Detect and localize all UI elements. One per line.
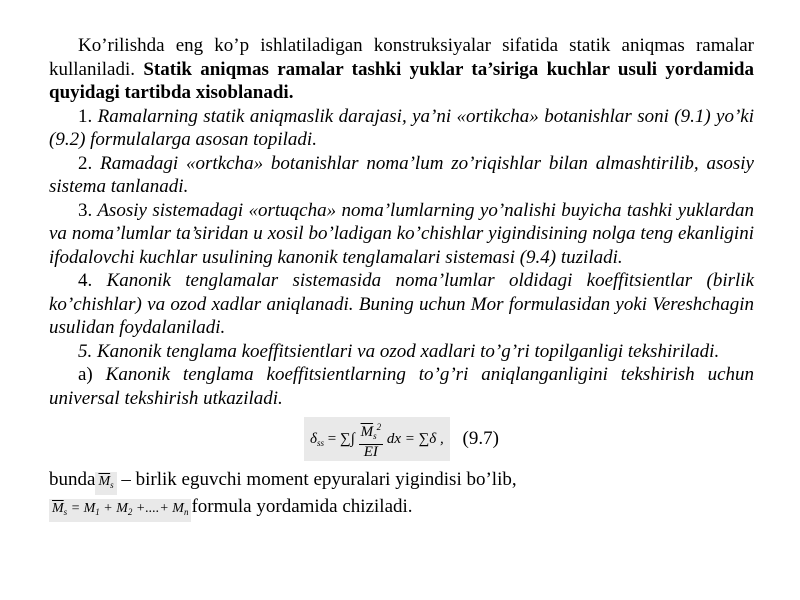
step-4-text: Kanonik tenglamalar sistemasida noma’lumlar oldidagi koeffitsientlar (birlik ko’chishlar) va ozod xadlar aniqlanadi. Buning uchun Mor formulasidan yoki Vereshchagin usulidan foydalaniladi. [49, 270, 755, 338]
closing-word: bunda [49, 469, 96, 490]
step-3 [49, 199, 754, 270]
formula-9-7 [304, 417, 450, 461]
step-5-text: Kanonik tenglama koeffitsientlari va ozod xadlari to’g’ri topilganligi tekshiriladi. [97, 340, 720, 362]
intro-text: Ko’rilishda eng ko’p ishlatiladigan konstruksiyalar sifatida statik aniqmas ramalar kullaniladi. [49, 35, 754, 80]
formula-row [49, 417, 754, 461]
step-4-number: 4. [78, 270, 93, 291]
intro-paragraph [49, 34, 754, 105]
sub-item-a-text: Kanonik tenglama koeffitsientlarning to’g’ri aniqlanganligini tekshirish uchun universal tekshirish utkaziladi. [49, 364, 754, 409]
sub-item-a [49, 363, 754, 410]
step-2-text: Ramadagi «ortkcha» botanishlar noma’lum zo’riqishlar bilan almashtirilib, asosiy sistema tanlanadi. [49, 152, 754, 197]
formula-sum-integral: = ∑∫ [327, 431, 355, 447]
step-4 [49, 269, 754, 340]
step-2-number: 2. [78, 152, 93, 174]
step-5 [49, 340, 754, 364]
step-1 [49, 105, 754, 152]
step-3-text: Asosiy sistemadagi «ortuqcha» noma’lumlarning yo’nalishi buyicha tashki yuklardan va noma’lumlar ta’siridan u xosil bo’ladigan ko’chishlar yigindisining nolga teng ekanligini ifodalovchi kuchlar usulining kanonik tenglamalari sistemasi (9.4) tuziladi. [49, 199, 754, 268]
closing-line-2 [49, 495, 754, 522]
step-1-number: 1. [78, 105, 93, 127]
closing-line-1 [49, 468, 754, 495]
step-1-text: Ramalarning statik aniqmaslik darajasi, ya’ni «ortikcha» botanishlar soni (9.1) yo’ki (9.2) formulalarga asosan topiladi. [49, 105, 754, 150]
formula-rhs: dx = ∑δ , [386, 431, 444, 447]
step-2 [49, 152, 754, 199]
closing-text-1: – birlik eguvchi moment epyuralari yigindisi bo’lib, [116, 469, 517, 490]
moment-sum-formula: $\overline{M}_s = M_1 + M_2$ +....+ $M_n$ [49, 499, 191, 522]
intro-bold-text: Statik aniqmas ramalar tashki yuklar ta’siriga kuchlar usuli yordamida quyidagi tartibda xisoblanadi. [49, 58, 755, 103]
formula-lhs: $\delta_{ss}$ [310, 431, 325, 448]
moment-symbol-ms: $\overline{M}_s$ [95, 472, 116, 495]
step-5-number: 5. [78, 340, 93, 362]
sub-item-a-label: a) [78, 364, 93, 385]
formula-fraction: $\frac{\overline{M}_s^2}{EI}$ [360, 421, 382, 460]
step-3-number: 3. [78, 199, 93, 221]
equation-number: (9.7) [462, 428, 499, 450]
closing-text-2: formula yordamida chiziladi. [191, 496, 413, 517]
